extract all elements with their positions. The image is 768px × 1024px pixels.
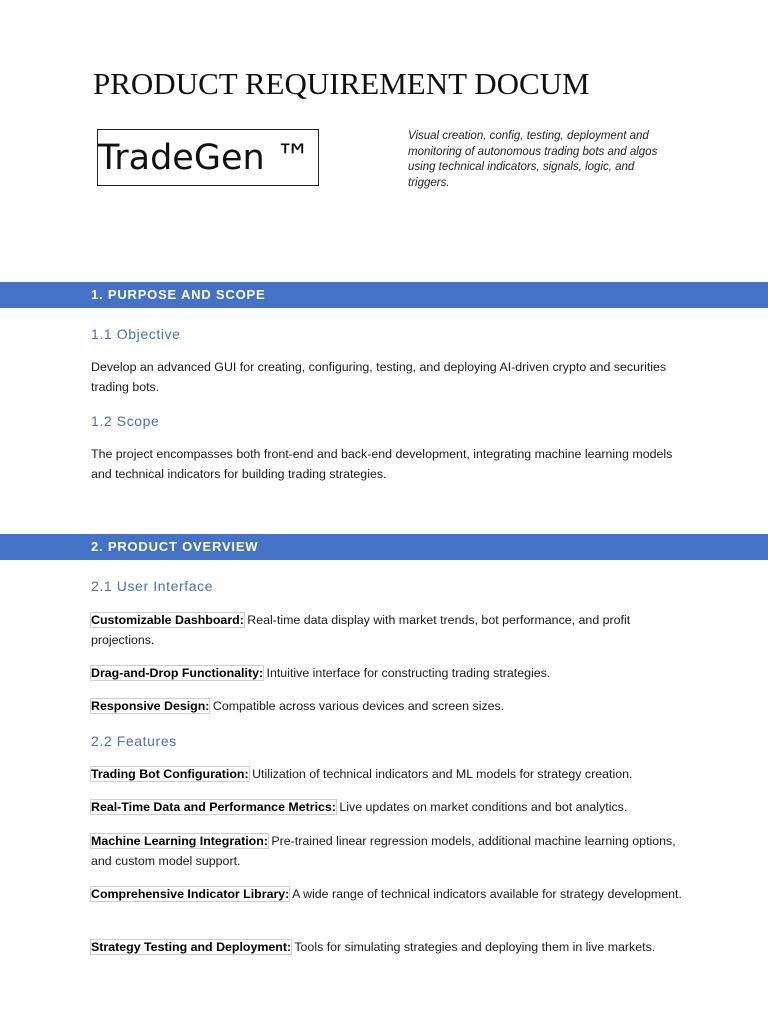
feature-item-ml-integration	[91, 832, 691, 871]
document-title: PRODUCT REQUIREMENT DOCUM	[93, 66, 590, 101]
feature-item-text: A wide range of technical indicators available for strategy development.	[289, 887, 682, 901]
ui-item-term: Customizable Dashboard:	[91, 613, 244, 627]
brand-logo-box	[97, 129, 319, 186]
feature-item-term: Real-Time Data and Performance Metrics:	[91, 800, 336, 814]
subheading-user-interface: 2.1 User Interface	[91, 578, 214, 594]
feature-item-realtime-data	[91, 798, 691, 818]
section-heading-purpose: 1. PURPOSE AND SCOPE	[0, 282, 768, 308]
feature-item-text: Live updates on market conditions and bot analytics.	[335, 800, 628, 814]
ui-item-text: Intuitive interface for constructing trading strategies.	[263, 666, 551, 680]
feature-item-term: Machine Learning Integration:	[91, 834, 268, 848]
feature-item-text: Utilization of technical indicators and ML models for strategy creation.	[248, 767, 633, 781]
subheading-objective: 1.1 Objective	[91, 326, 181, 342]
feature-item-text: Tools for simulating strategies and deploying them in live markets.	[291, 940, 656, 954]
feature-item-bot-config	[91, 765, 691, 785]
subheading-scope: 1.2 Scope	[91, 413, 160, 429]
ui-item-term: Drag-and-Drop Functionality:	[91, 666, 264, 680]
feature-item-testing-deployment	[91, 938, 691, 958]
paragraph-objective: Develop an advanced GUI for creating, configuring, testing, and deploying AI-driven crypto and securities trading bots.	[91, 360, 667, 394]
subheading-features: 2.2 Features	[91, 733, 177, 749]
feature-item-indicator-library	[91, 885, 691, 905]
paragraph-scope: The project encompasses both front-end and back-end development, integrating machine learning models and technical indicators for building trading strategies.	[91, 447, 673, 481]
feature-item-text: Pre-trained linear regression models, additional machine learning options, and custom model support.	[91, 834, 676, 868]
ui-item-text: Real-time data display with market trends, bot performance, and profit projections.	[91, 613, 631, 647]
ui-item-drag-drop	[91, 664, 691, 684]
feature-item-term: Comprehensive Indicator Library:	[91, 887, 290, 901]
ui-item-dashboard	[91, 611, 691, 650]
ui-item-responsive	[91, 697, 691, 717]
ui-item-term: Responsive Design:	[91, 699, 210, 713]
feature-item-term: Strategy Testing and Deployment:	[91, 940, 292, 954]
section-heading-overview: 2. PRODUCT OVERVIEW	[0, 534, 768, 560]
ui-item-text: Compatible across various devices and screen sizes.	[209, 699, 505, 713]
brand-name: TradeGen ™	[98, 138, 311, 178]
feature-item-term: Trading Bot Configuration:	[91, 767, 249, 781]
tagline: Visual creation, config, testing, deployment and monitoring of autonomous trading bots and algos using technical indicators, signals, logic, and triggers.	[408, 130, 658, 189]
